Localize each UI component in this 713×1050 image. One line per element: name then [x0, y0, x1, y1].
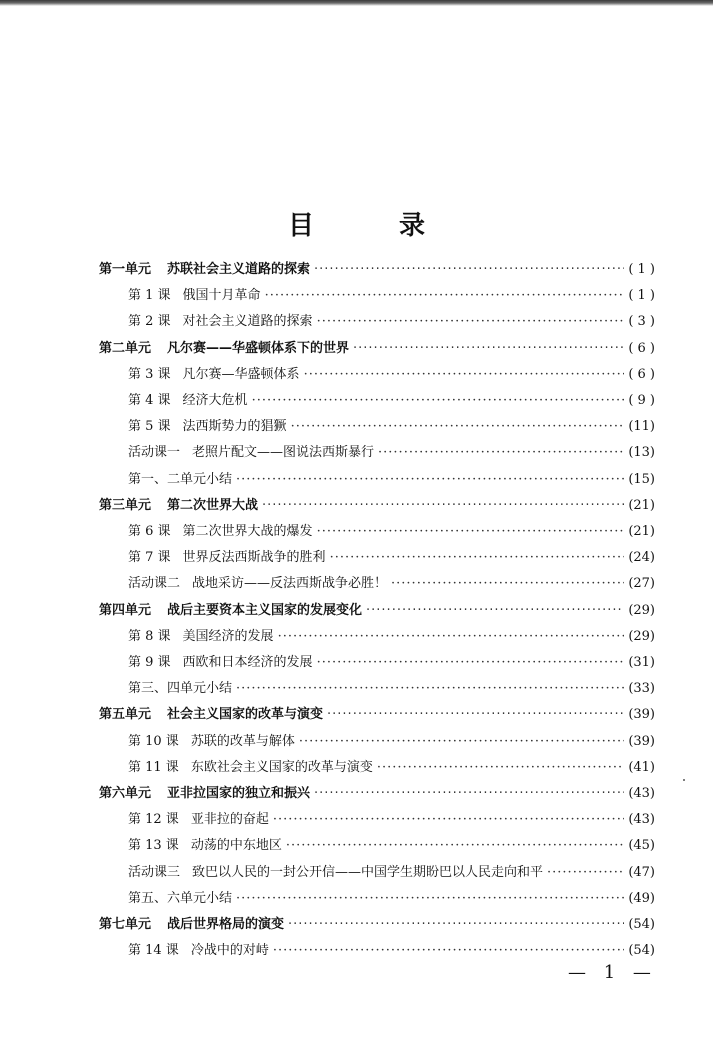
dot-leader — [265, 284, 625, 308]
toc-entry-number: 第 12 课 — [128, 812, 179, 827]
dot-leader — [252, 389, 625, 413]
toc-entry-label — [128, 756, 373, 780]
toc-lesson-row[interactable] — [128, 389, 655, 413]
toc-lesson-row[interactable] — [128, 363, 655, 387]
dot-leader — [317, 651, 625, 675]
toc-entry-number: 第一单元 — [99, 262, 152, 277]
toc-page-number: ( 6 ) — [628, 341, 655, 356]
toc-entry-title: 凡尔赛——华盛顿体系下的世界 — [167, 341, 350, 356]
toc-page-number: (39) — [628, 707, 655, 722]
toc-entry-title: 战地采访——反法西斯战争必胜！ — [192, 576, 388, 591]
toc-entry-title: 致巴以人民的一封公开信——中国学生期盼巴以人民走向和平 — [192, 865, 544, 880]
toc-lesson-row[interactable] — [128, 284, 655, 308]
toc-entry-label — [99, 494, 258, 518]
toc-page-number: ( 3 ) — [628, 314, 655, 329]
page-number: — 1 — — [568, 962, 657, 983]
toc-lesson-row[interactable] — [128, 834, 655, 858]
toc-unit-row[interactable] — [99, 599, 655, 623]
dot-leader — [304, 363, 625, 387]
toc-lesson-row[interactable] — [128, 415, 655, 439]
toc-unit-row[interactable] — [99, 494, 655, 518]
toc-lesson-row[interactable] — [128, 310, 655, 334]
dot-leader — [273, 939, 624, 963]
toc-entry-title: 美国经济的发展 — [182, 629, 274, 644]
toc-entry-label — [128, 389, 248, 413]
toc-page-number: (13) — [628, 445, 655, 460]
toc-page-number: (21) — [628, 524, 655, 539]
toc-entry-title: 苏联社会主义道路的探索 — [167, 262, 311, 277]
dot-leader — [327, 703, 624, 727]
toc-entry-number: 第 8 课 — [128, 629, 171, 644]
toc-entry-number: 第 9 课 — [128, 655, 171, 670]
toc-page-number: (43) — [628, 812, 655, 827]
toc-entry-title: 西欧和日本经济的发展 — [182, 655, 313, 670]
toc-lesson-row[interactable] — [128, 520, 655, 544]
toc-entry-number: 第 7 课 — [128, 550, 171, 565]
toc-entry-label — [128, 468, 232, 492]
toc-entry-label — [128, 625, 274, 649]
toc-entry-label — [128, 284, 261, 308]
toc-lesson-row[interactable] — [128, 808, 655, 832]
toc-page-number: ( 1 ) — [628, 262, 655, 277]
dot-leader — [236, 468, 624, 492]
toc-entry-title: 经济大危机 — [182, 393, 248, 408]
toc-page-number: (27) — [628, 576, 655, 591]
dot-leader — [330, 546, 625, 570]
toc-lesson-row[interactable] — [128, 441, 655, 465]
toc-entry-label — [128, 546, 326, 570]
toc-entry-label — [128, 939, 269, 963]
dot-leader — [286, 834, 624, 858]
toc-entry-label — [99, 913, 284, 937]
toc-entry-number: 第 4 课 — [128, 393, 171, 408]
toc-page-number: (33) — [628, 681, 655, 696]
toc-entry-label — [128, 520, 313, 544]
toc-page-number: (29) — [628, 603, 655, 618]
toc-entry-number: 活动课三 — [128, 865, 181, 880]
toc-page-number: (39) — [628, 734, 655, 749]
dot-leader — [547, 861, 624, 885]
dot-leader — [317, 310, 625, 334]
toc-entry-label — [128, 808, 269, 832]
dot-leader — [378, 441, 624, 465]
toc-entry-label — [99, 258, 310, 282]
toc-entry-number: 第 11 课 — [128, 760, 179, 775]
toc-entry-title: 苏联的改革与解体 — [190, 734, 295, 749]
toc-page-number: (47) — [628, 865, 655, 880]
dot-leader — [391, 572, 624, 596]
toc-lesson-row[interactable] — [128, 756, 655, 780]
toc-entry-number: 第 6 课 — [128, 524, 171, 539]
toc-entry-label — [99, 782, 310, 806]
toc-entry-number: 第 10 课 — [128, 734, 179, 749]
toc-entry-title: 东欧社会主义国家的改革与演变 — [190, 760, 373, 775]
dot-leader — [236, 887, 624, 911]
toc-page-number: ( 9 ) — [628, 393, 655, 408]
toc-lesson-row[interactable] — [128, 625, 655, 649]
toc-entry-label — [128, 363, 300, 387]
toc-entry-title: 亚非拉的奋起 — [190, 812, 269, 827]
toc-page-number: (54) — [628, 917, 655, 932]
toc-page-number: (21) — [628, 498, 655, 513]
dot-leader — [288, 913, 624, 937]
toc-entry-title: 战后主要资本主义国家的发展变化 — [167, 603, 363, 618]
toc-entry-label — [128, 887, 232, 911]
toc-entry-title: 老照片配文——图说法西斯暴行 — [192, 445, 375, 460]
dot-leader — [262, 494, 624, 518]
toc-entry-title: 俄国十月革命 — [182, 288, 261, 303]
toc-entry-title: 对社会主义道路的探索 — [182, 314, 313, 329]
toc-lesson-row[interactable] — [128, 468, 655, 492]
toc-entry-number: 第三单元 — [99, 498, 152, 513]
toc-entry-number: 第七单元 — [99, 917, 152, 932]
toc-entry-label — [99, 337, 349, 361]
dot-leader — [291, 415, 625, 439]
toc-entry-number: 第 3 课 — [128, 367, 171, 382]
toc-lesson-row[interactable] — [128, 651, 655, 675]
dot-leader — [299, 730, 624, 754]
scan-speck — [683, 779, 685, 781]
toc-entry-title: 法西斯势力的猖獗 — [182, 419, 287, 434]
toc-unit-row[interactable] — [99, 703, 655, 727]
dot-leader — [314, 782, 624, 806]
toc-entry-number: 活动课一 — [128, 445, 181, 460]
scan-edge-shadow — [0, 0, 713, 6]
toc-entry-number: 第 1 课 — [128, 288, 171, 303]
toc-entry-label — [128, 677, 232, 701]
toc-entry-label — [128, 441, 374, 465]
toc-entry-number: 第 13 课 — [128, 838, 179, 853]
toc-entry-label — [128, 572, 387, 596]
toc-entry-title: 第三、四单元小结 — [128, 681, 233, 696]
toc-page-number: (29) — [628, 629, 655, 644]
toc-page-number: (49) — [628, 891, 655, 906]
dot-leader — [317, 520, 625, 544]
toc-entry-number: 第四单元 — [99, 603, 152, 618]
toc-entry-number: 活动课二 — [128, 576, 181, 591]
toc-entry-label — [128, 730, 295, 754]
toc-unit-row[interactable] — [99, 913, 655, 937]
toc-unit-row[interactable] — [99, 258, 655, 282]
toc-entry-label — [99, 599, 362, 623]
dot-leader — [377, 756, 624, 780]
dot-leader — [278, 625, 625, 649]
toc-page-number: (15) — [628, 472, 655, 487]
toc-entry-number: 第 5 课 — [128, 419, 171, 434]
toc-entry-title: 第二次世界大战 — [167, 498, 259, 513]
toc-lesson-row[interactable] — [128, 939, 655, 963]
toc-entry-title: 动荡的中东地区 — [190, 838, 282, 853]
dot-leader — [236, 677, 624, 701]
dot-leader — [366, 599, 624, 623]
toc-entry-label — [128, 415, 287, 439]
toc-entry-title: 凡尔赛—华盛顿体系 — [182, 367, 300, 382]
toc-entry-title: 第一、二单元小结 — [128, 472, 233, 487]
toc-lesson-row[interactable] — [128, 677, 655, 701]
toc-entry-title: 第五、六单元小结 — [128, 891, 233, 906]
toc-unit-row[interactable] — [99, 337, 655, 361]
toc-page-number: (41) — [628, 760, 655, 775]
toc-entry-title: 社会主义国家的改革与演变 — [167, 707, 324, 722]
toc-page-number: ( 6 ) — [628, 367, 655, 382]
toc-entry-title: 冷战中的对峙 — [190, 943, 269, 958]
dot-leader — [314, 258, 624, 282]
toc-entry-label — [99, 703, 323, 727]
toc-entry-label — [128, 834, 282, 858]
dot-leader — [273, 808, 624, 832]
toc-page-number: (31) — [628, 655, 655, 670]
toc-entry-number: 第二单元 — [99, 341, 152, 356]
toc-page-number: (54) — [628, 943, 655, 958]
toc-entry-title: 世界反法西斯战争的胜利 — [182, 550, 326, 565]
toc-unit-row[interactable] — [99, 782, 655, 806]
toc-page-number: (45) — [628, 838, 655, 853]
toc-page-number: ( 1 ) — [628, 288, 655, 303]
toc-page-number: (43) — [628, 786, 655, 801]
toc-lesson-row[interactable] — [128, 730, 655, 754]
toc-entry-label — [128, 651, 313, 675]
toc-entry-title: 战后世界格局的演变 — [167, 917, 285, 932]
toc-lesson-row[interactable] — [128, 546, 655, 570]
toc-page-number: (11) — [628, 419, 655, 434]
toc-lesson-row[interactable] — [128, 861, 655, 885]
dot-leader — [353, 337, 624, 361]
toc-lesson-row[interactable] — [128, 572, 655, 596]
toc-entry-number: 第 14 课 — [128, 943, 179, 958]
toc-entry-title: 第二次世界大战的爆发 — [182, 524, 313, 539]
toc-lesson-row[interactable] — [128, 887, 655, 911]
toc-entry-number: 第 2 课 — [128, 314, 171, 329]
toc-entry-number: 第六单元 — [99, 786, 152, 801]
page-title: 目 录 — [287, 211, 464, 241]
toc-entry-label — [128, 861, 543, 885]
toc-entry-label — [128, 310, 313, 334]
toc-entry-title: 亚非拉国家的独立和振兴 — [167, 786, 311, 801]
toc-entry-number: 第五单元 — [99, 707, 152, 722]
toc-page-number: (24) — [628, 550, 655, 565]
